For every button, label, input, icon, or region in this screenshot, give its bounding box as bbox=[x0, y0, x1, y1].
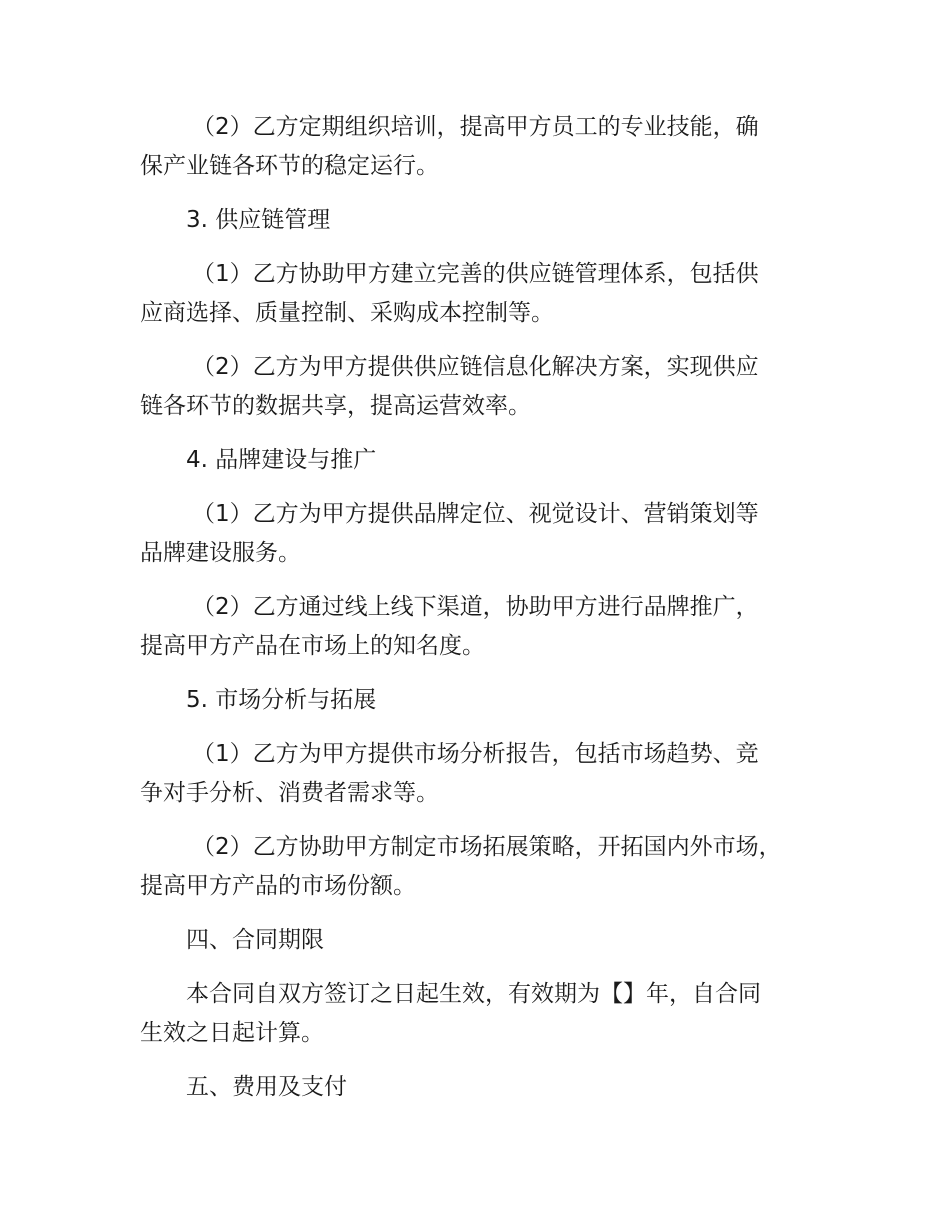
text-line: 品牌建设服务。 bbox=[140, 540, 301, 566]
text-line: 链各环节的数据共享，提高运营效率。 bbox=[140, 393, 531, 419]
paragraph-supply-chain-it bbox=[140, 348, 812, 426]
heading-fees-payment bbox=[140, 1068, 812, 1107]
paragraph-contract-term bbox=[140, 975, 812, 1053]
heading-brand bbox=[140, 441, 812, 480]
text-line: 争对手分析、消费者需求等。 bbox=[140, 780, 439, 806]
paragraph-market-strategy bbox=[140, 828, 812, 906]
text-line: 生效之日起计算。 bbox=[140, 1020, 324, 1046]
text-line: （1）乙方为甲方提供品牌定位、视觉设计、营销策划等 bbox=[192, 501, 759, 527]
text-line: （1）乙方为甲方提供市场分析报告，包括市场趋势、竞 bbox=[192, 741, 759, 767]
paragraph-market-report bbox=[140, 735, 812, 813]
text-line: 五、费用及支付 bbox=[186, 1074, 347, 1100]
text-line: 4. 品牌建设与推广 bbox=[186, 447, 377, 473]
text-line: 保产业链各环节的稳定运行。 bbox=[140, 153, 439, 179]
text-line: （2）乙方协助甲方制定市场拓展策略，开拓国内外市场， bbox=[192, 834, 782, 860]
text-line: 四、合同期限 bbox=[186, 927, 324, 953]
text-line: （2）乙方为甲方提供供应链信息化解决方案，实现供应 bbox=[192, 354, 759, 380]
paragraph-brand-promotion bbox=[140, 588, 812, 666]
text-line: （2）乙方定期组织培训，提高甲方员工的专业技能，确 bbox=[192, 114, 759, 140]
heading-supply-chain bbox=[140, 201, 812, 240]
heading-market bbox=[140, 681, 812, 720]
paragraph-supply-chain-system bbox=[140, 255, 812, 333]
text-line: 提高甲方产品的市场份额。 bbox=[140, 873, 416, 899]
paragraph-brand-services bbox=[140, 495, 812, 573]
heading-contract-term bbox=[140, 921, 812, 960]
text-line: （1）乙方协助甲方建立完善的供应链管理体系，包括供 bbox=[192, 261, 759, 287]
text-line: （2）乙方通过线上线下渠道，协助甲方进行品牌推广， bbox=[192, 594, 759, 620]
text-line: 本合同自双方签订之日起生效，有效期为【】年，自合同 bbox=[186, 981, 761, 1007]
text-line: 3. 供应链管理 bbox=[186, 207, 331, 233]
text-line: 提高甲方产品在市场上的知名度。 bbox=[140, 633, 485, 659]
text-line: 应商选择、质量控制、采购成本控制等。 bbox=[140, 300, 554, 326]
paragraph-training bbox=[140, 108, 812, 186]
text-line: 5. 市场分析与拓展 bbox=[186, 687, 377, 713]
document-page bbox=[140, 108, 812, 1107]
